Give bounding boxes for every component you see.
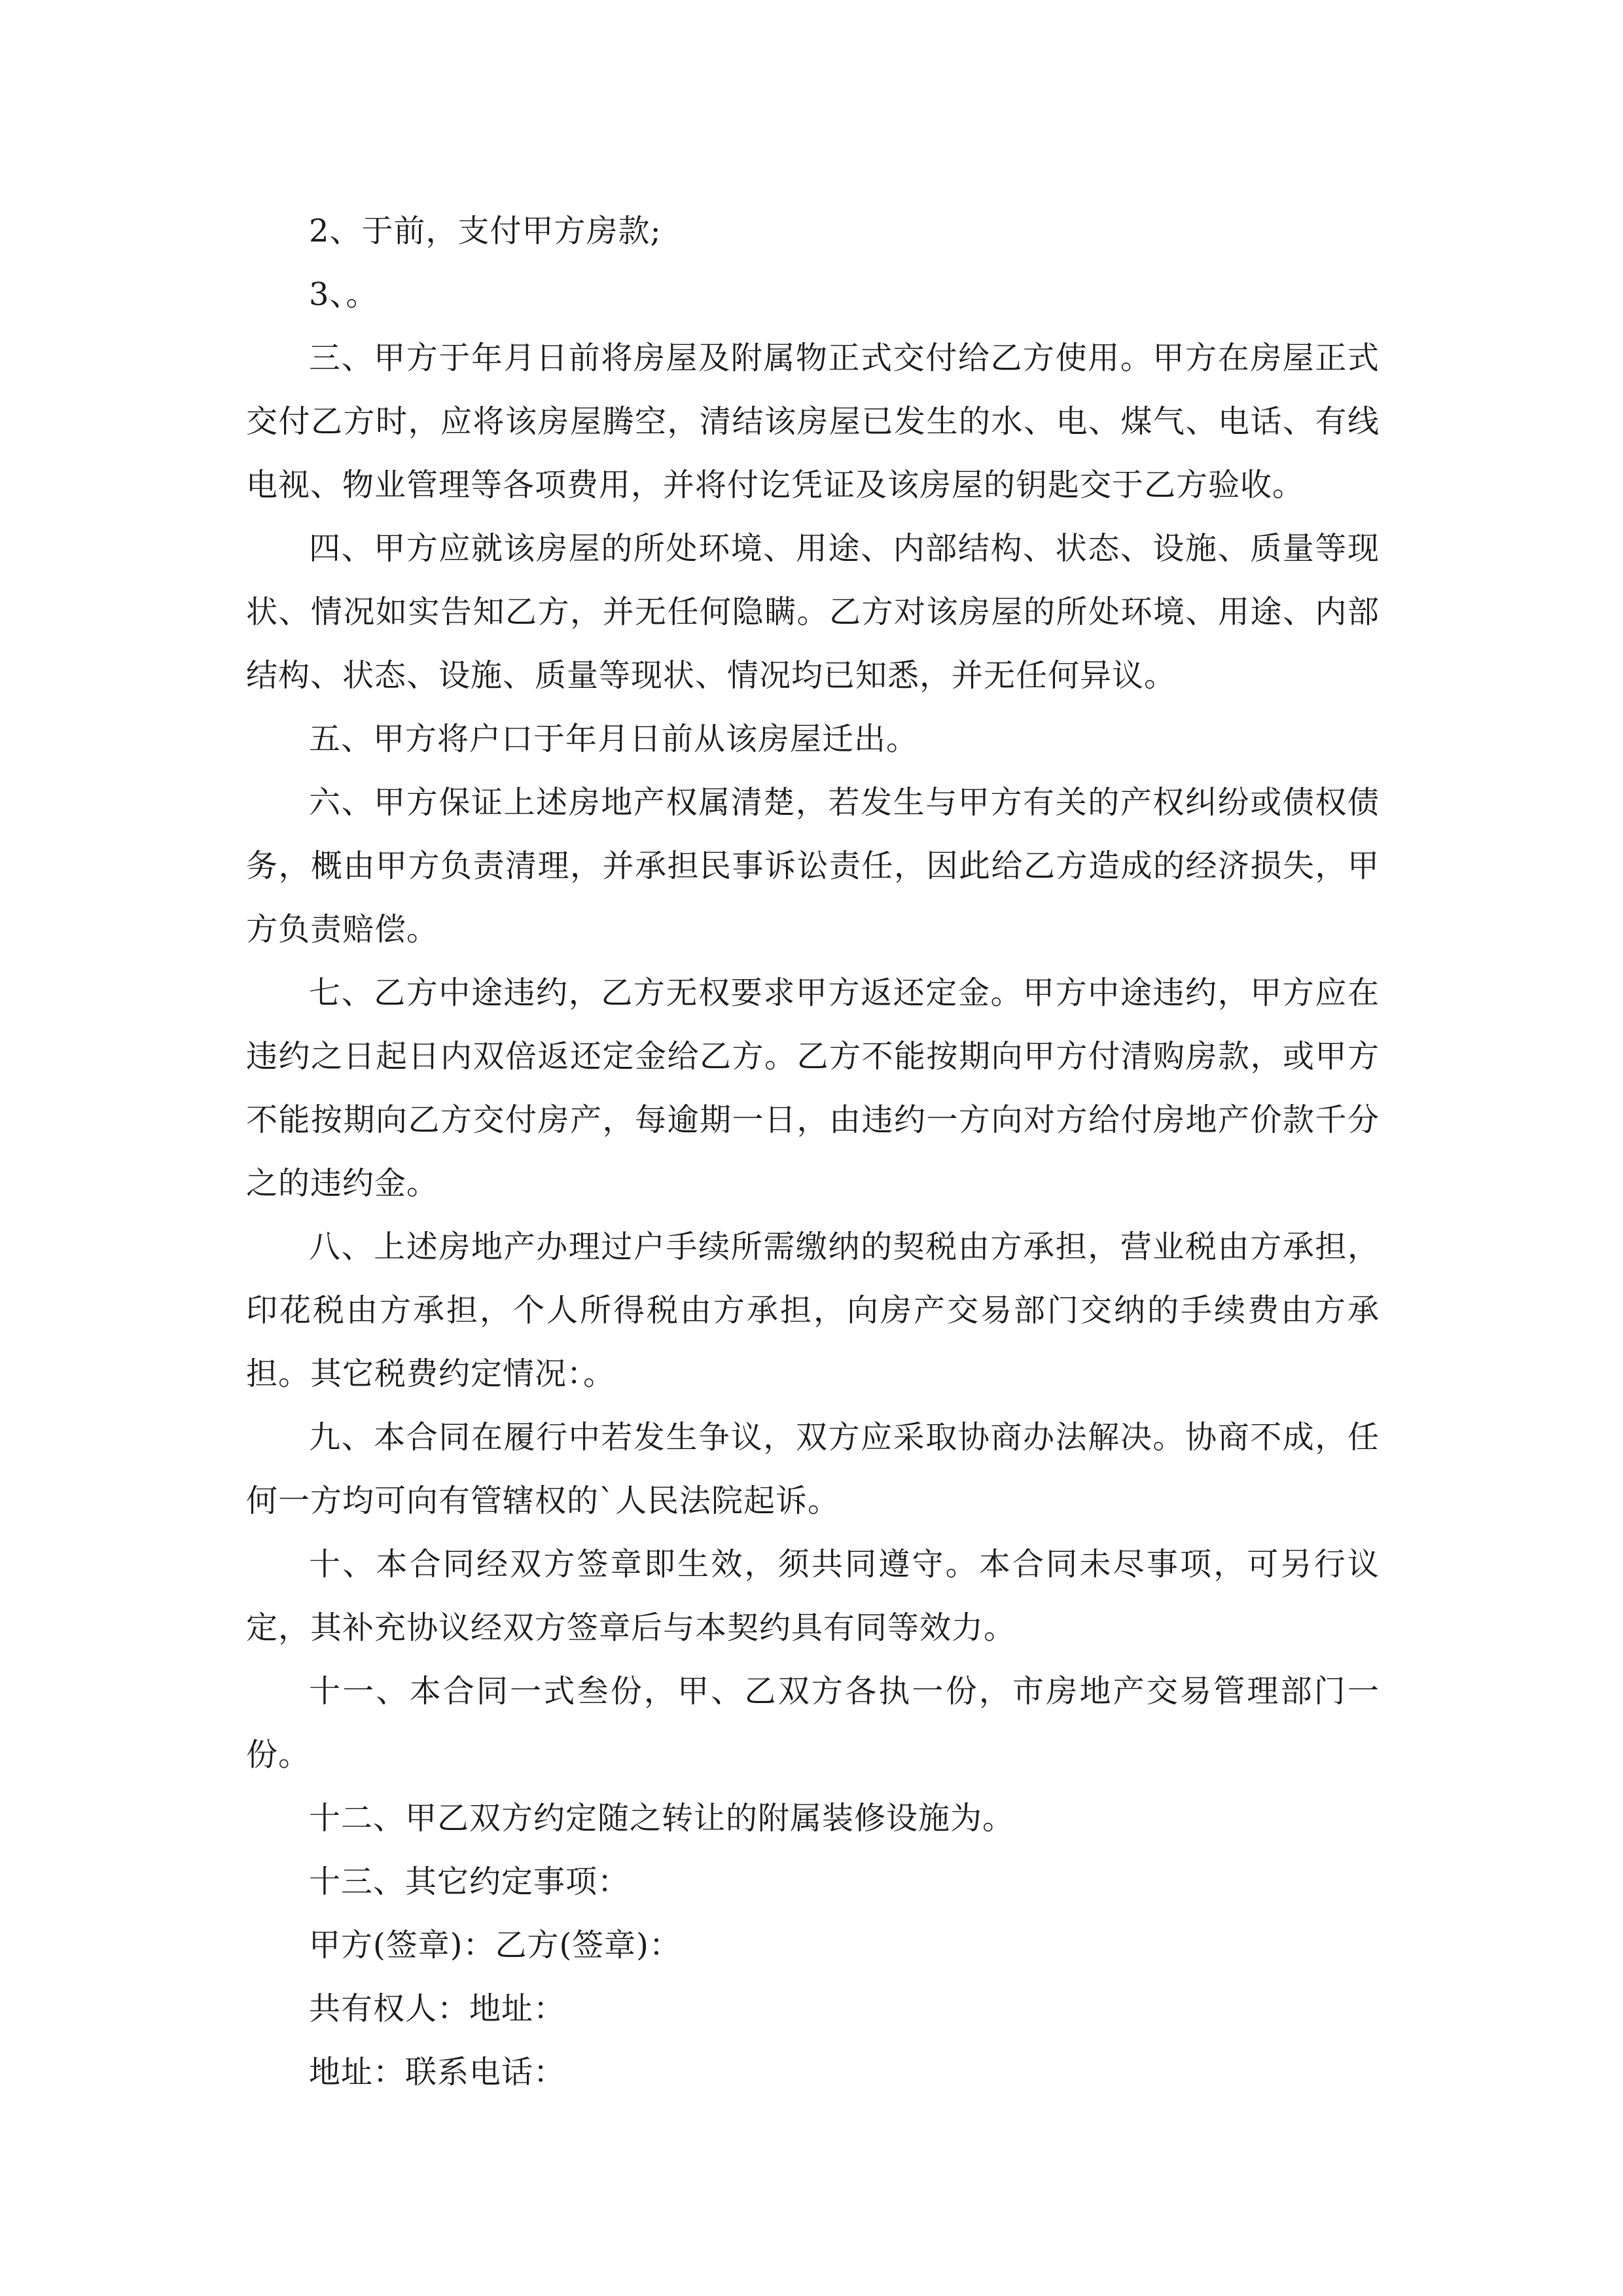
paragraph-clause-3: 三、甲方于年月日前将房屋及附属物正式交付给乙方使用。甲方在房屋正式交付乙方时，应将该房屋腾空，清结该房屋已发生的水、电、煤气、电话、有线电视、物业管理等各项费用，并将付讫凭证及该房屋的钥匙交于乙方验收。 <box>246 340 1380 503</box>
paragraph-clause-6: 六、甲方保证上述房地产权属清楚，若发生与甲方有关的产权纠纷或债权债务，概由甲方负责清理，并承担民事诉讼责任，因此给乙方造成的经济损失，甲方负责赔偿。 <box>246 784 1380 948</box>
signature-line-parties: 甲方(签章)：乙方(签章)： <box>309 1927 681 1964</box>
paragraph-clause-8: 八、上述房地产办理过户手续所需缴纳的契税由方承担，营业税由方承担，印花税由方承担，个人所得税由方承担，向房产交易部门交纳的手续费由方承担。其它税费约定情况：。 <box>246 1229 1380 1392</box>
paragraph-clause-4: 四、甲方应就该房屋的所处环境、用途、内部结构、状态、设施、质量等现状、情况如实告知乙方，并无任何隐瞒。乙方对该房屋的所处环境、用途、内部结构、状态、设施、质量等现状、情况均已知悉，并无任何异议。 <box>246 530 1380 694</box>
paragraph-clause-10: 十、本合同经双方签章即生效，须共同遵守。本合同未尽事项，可另行议定，其补充协议经双方签章后与本契约具有同等效力。 <box>246 1546 1380 1646</box>
paragraph-clause-5: 五、甲方将户口于年月日前从该房屋迁出。 <box>309 721 919 757</box>
paragraph-clause-13: 十三、其它约定事项： <box>309 1863 630 1900</box>
paragraph-clause-9: 九、本合同在履行中若发生争议，双方应采取协商办法解决。协商不成，任何一方均可向有管辖权的`人民法院起诉。 <box>246 1419 1380 1519</box>
paragraph-payment-item-2: 2、于前，支付甲方房款; <box>309 213 662 249</box>
paragraph-payment-item-3: 3、。 <box>309 276 378 313</box>
paragraph-clause-11: 十一、本合同一式叁份，甲、乙双方各执一份，市房地产交易管理部门一份。 <box>246 1673 1380 1773</box>
signature-line-co-owner: 共有权人：地址： <box>309 1990 566 2027</box>
paragraph-clause-7: 七、乙方中途违约，乙方无权要求甲方返还定金。甲方中途违约，甲方应在违约之日起日内双倍返还定金给乙方。乙方不能按期向甲方付清购房款，或甲方不能按期向乙方交付房产，每逾期一日，由违约一方向对方给付房地产价款千分之的违约金。 <box>246 975 1380 1202</box>
paragraph-clause-12: 十二、甲乙双方约定随之转让的附属装修设施为。 <box>309 1800 1015 1837</box>
signature-line-address: 地址：联系电话： <box>309 2054 566 2090</box>
document-page <box>246 200 1380 2104</box>
